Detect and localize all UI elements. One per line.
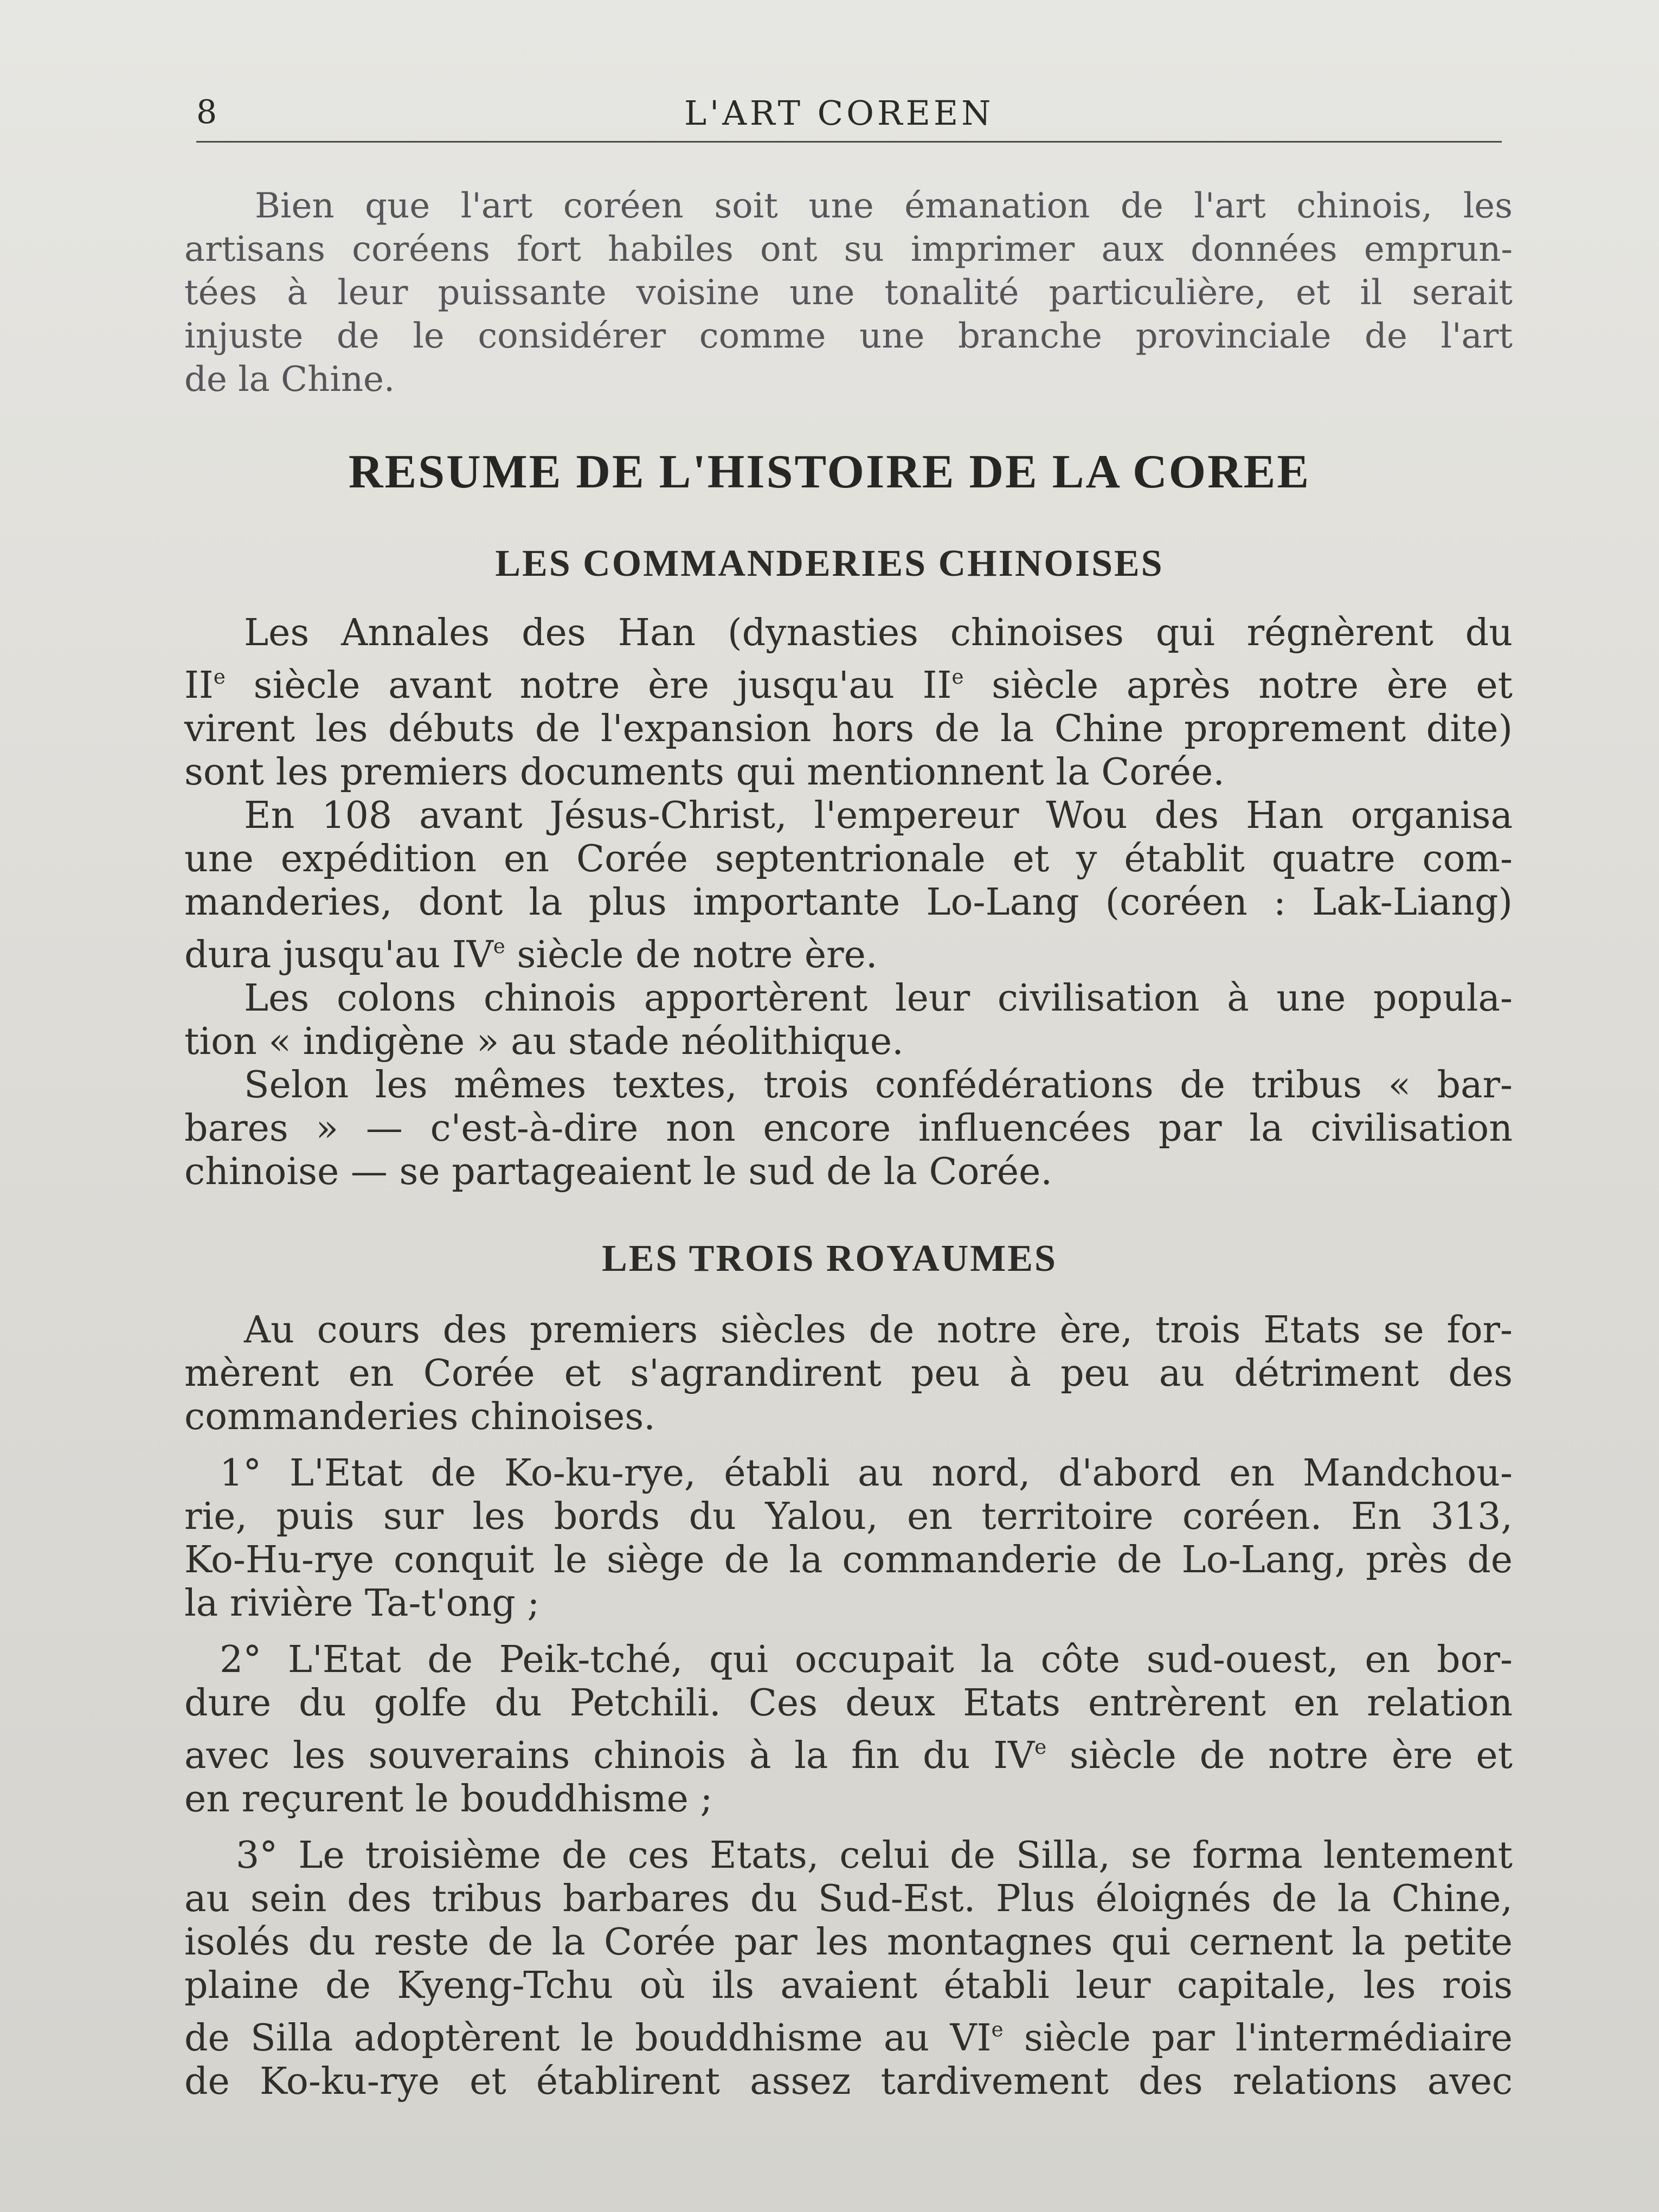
text-run: siècle par l'intermédiaire (1003, 2017, 1513, 2060)
text-line: de la Chine. (184, 359, 395, 400)
intro-paragraph (184, 184, 1513, 401)
text-run: siècle après notre ère et (963, 664, 1513, 708)
text-run: siècle avant notre ère jusqu'au (225, 664, 923, 708)
text-line: la rivière Ta-t'ong ; (184, 1582, 540, 1625)
superscript: e (951, 665, 964, 689)
royaumes-text (184, 1309, 1513, 2104)
text-line: 3° Le troisième de ces Etats, celui de Silla, se forma lentement (236, 1834, 1513, 1877)
text-line: tées à leur puissante voisine une tonalité particulière, et il serait (184, 273, 1513, 313)
text-line: au sein des tribus barbares du Sud-Est. Plus éloignés de la Chine, (184, 1877, 1513, 1921)
text-line: Au cours des premiers siècles de notre ère, trois Etats se for- (244, 1309, 1513, 1352)
page-header (196, 93, 1502, 142)
text-line (184, 1725, 1513, 1778)
paragraph-gap (184, 1625, 1513, 1638)
roman-numeral: II (184, 664, 214, 708)
text-line: de Ko-ku-rye et établirent assez tardivement des relations avec (184, 2060, 1513, 2104)
text-line: en reçurent le bouddhisme ; (184, 1778, 713, 1821)
text-line: injuste de le considérer comme une branche provinciale de l'art (184, 316, 1513, 356)
text-line (184, 2008, 1513, 2060)
paragraph-gap (184, 1439, 1513, 1452)
text-run: dura jusqu'au (184, 934, 452, 977)
text-line: chinoise — se partageaient le sud de la Corée. (184, 1150, 1053, 1194)
text-line: Ko-Hu-rye conquit le siège de la commanderie de Lo-Lang, près de (184, 1539, 1513, 1581)
page-number: 8 (196, 93, 217, 131)
commanderies-text (184, 612, 1513, 1194)
text-line: Bien que l'art coréen soit une émanation de l'art chinois, les (255, 186, 1513, 226)
text-line: Les Annales des Han (dynasties chinoises qui régnèrent du (244, 612, 1513, 654)
text-line: Les colons chinois apportèrent leur civilisation à une popula- (244, 977, 1513, 1020)
text-line: virent les débuts de l'expansion hors de la Chine proprement dite) (184, 708, 1513, 751)
text-line: dure du golfe du Petchili. Ces deux Etats entrèrent en relation (184, 1682, 1513, 1725)
text-line: mèrent en Corée et s'agrandirent peu à peu au détriment des (184, 1352, 1513, 1395)
running-title: L'ART COREEN (684, 93, 994, 133)
text-run: siècle de notre ère et (1046, 1734, 1513, 1778)
text-line (184, 655, 1513, 708)
header-rule (196, 141, 1502, 143)
text-line: bares » — c'est-à-dire non encore influencées par la civilisation (184, 1107, 1513, 1150)
superscript: e (213, 665, 226, 689)
text-line: plaine de Kyeng-Tchu où ils avaient établi leur capitale, les rois (184, 1964, 1513, 2008)
subsection-title-royaumes: LES TROIS ROYAUMES (602, 1238, 1057, 1279)
text-line: une expédition en Corée septentrionale et y établit quatre com- (184, 838, 1513, 881)
section-title: RESUME DE L'HISTOIRE DE LA COREE (348, 446, 1311, 498)
roman-numeral: IV (452, 934, 493, 977)
text-line: manderies, dont la plus importante Lo-Lang (coréen : Lak-Liang) (184, 881, 1513, 924)
text-line: artisans coréens fort habiles ont su imprimer aux données emprun- (184, 229, 1513, 269)
superscript: e (493, 934, 505, 959)
paragraph-gap (184, 1821, 1513, 1834)
text-line: 1° L'Etat de Ko-ku-rye, établi au nord, d'abord en Mandchou- (220, 1452, 1513, 1495)
text-run: avec les souverains chinois à la fin du (184, 1734, 994, 1778)
text-line: 2° L'Etat de Peik-tché, qui occupait la côte sud-ouest, en bor- (220, 1638, 1513, 1681)
roman-numeral: VI (950, 2017, 992, 2060)
text-line: Selon les mêmes textes, trois confédérations de tribus « bar- (244, 1064, 1513, 1107)
text-run: de Silla adoptèrent le bouddhisme au (184, 2017, 950, 2060)
roman-numeral: II (922, 664, 952, 708)
text-line: isolés du reste de la Corée par les montagnes qui cernent la petite (184, 1921, 1513, 1964)
text-line: sont les premiers documents qui mentionnent la Corée. (184, 751, 1225, 794)
text-line: rie, puis sur les bords du Yalou, en territoire coréen. En 313, (184, 1495, 1513, 1538)
roman-numeral: IV (993, 1734, 1035, 1778)
superscript: e (991, 2017, 1004, 2042)
superscript: e (1034, 1735, 1047, 1759)
subsection-title-commanderies: LES COMMANDERIES CHINOISES (495, 543, 1164, 584)
text-line: tion « indigène » au stade néolithique. (184, 1020, 904, 1064)
text-line (184, 924, 1513, 977)
text-run: siècle de notre ère. (505, 934, 878, 977)
text-line: En 108 avant Jésus-Christ, l'empereur Wou des Han organisa (244, 794, 1513, 838)
text-line: commanderies chinoises. (184, 1396, 655, 1438)
